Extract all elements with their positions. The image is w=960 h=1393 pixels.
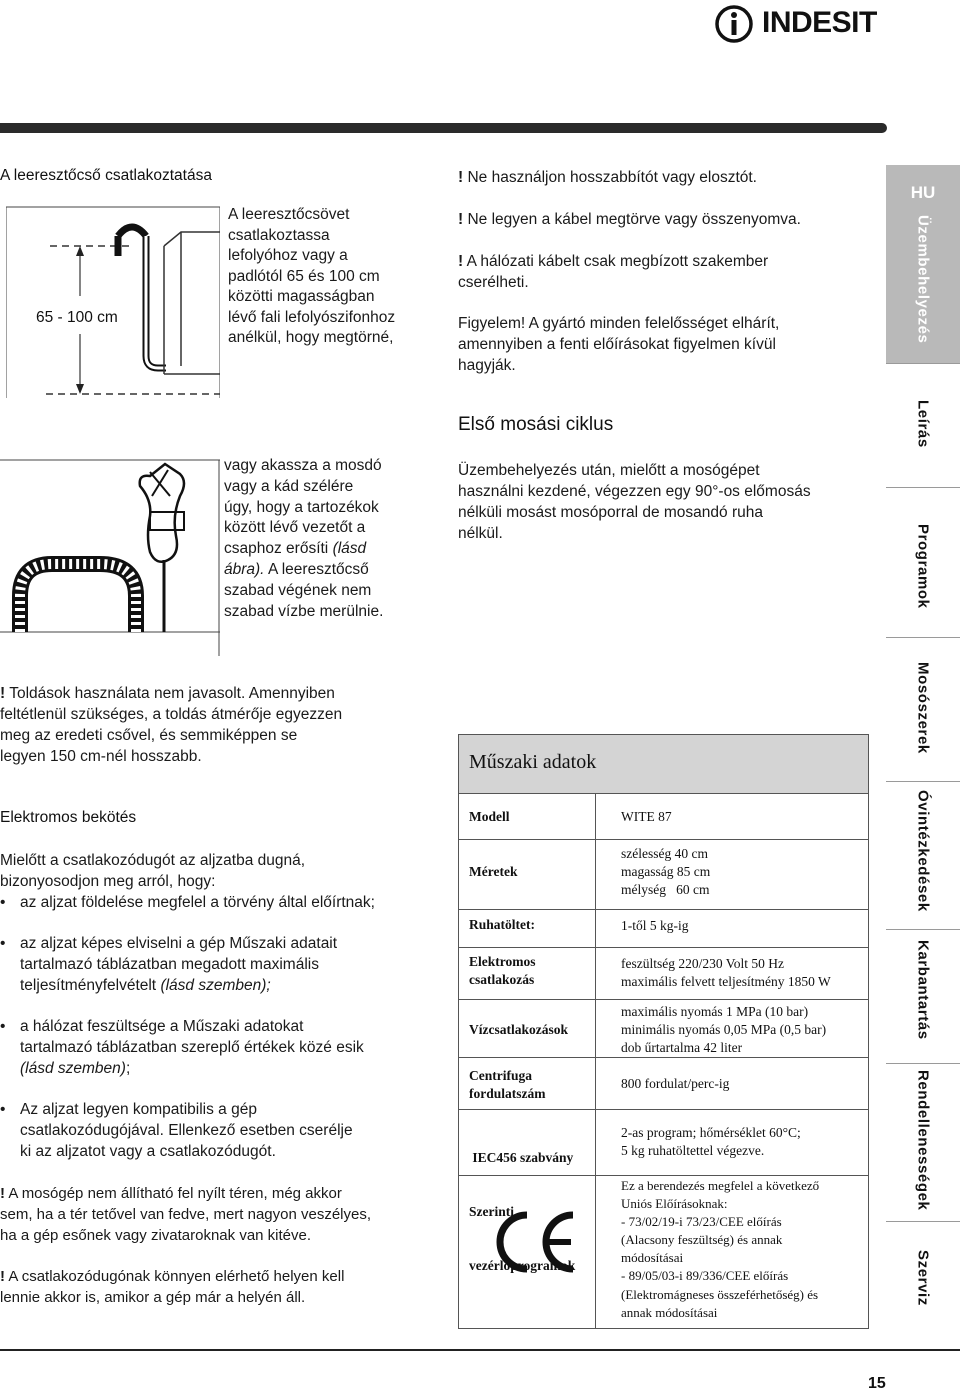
- row-label-load: Ruhatöltet:: [469, 917, 535, 932]
- value-line: magasság 85 cm: [621, 864, 711, 879]
- text-line: csatlakoztassa: [228, 226, 330, 244]
- brand-name: INDESIT: [762, 6, 877, 39]
- value-line: 2-as program; hőmérséklet 60°C;: [621, 1125, 801, 1140]
- warning-mark: !: [0, 685, 6, 702]
- text-line: tartalmazó táblázatban szereplő értékek közé esik: [20, 1039, 364, 1056]
- text-run: Ne használjon hosszabbítót vagy elosztót.: [467, 169, 757, 186]
- tab-label: Karbantartás: [914, 940, 932, 1040]
- text-line: lefolyóhoz vagy a: [228, 247, 348, 264]
- see-opposite-ref: (lásd szemben): [20, 1060, 126, 1077]
- value-line: annak módosításai: [621, 1304, 718, 1320]
- plug-access-warning: [0, 1266, 344, 1308]
- text-run: teljesítményfelvételt: [20, 977, 161, 994]
- text-line: Üzembehelyezés után, mielőtt a mosógépet: [458, 462, 760, 479]
- row-divider: [459, 909, 868, 910]
- value-line: dob űrtartalma 42 liter: [621, 1040, 743, 1055]
- tab-label: Üzembehelyezés: [914, 215, 932, 344]
- liability-note: [458, 313, 779, 376]
- brand-logo: [712, 4, 892, 44]
- tab-troubleshooting[interactable]: [886, 1063, 960, 1222]
- row-divider: [459, 839, 868, 840]
- bullet-dot-icon: •: [0, 894, 6, 911]
- tab-maintenance[interactable]: [886, 929, 960, 1064]
- extension-warning: [0, 683, 440, 767]
- value-line: maximális nyomás 1 MPa (10 bar): [621, 1004, 809, 1019]
- text-line: használni kezdené, végezzen egy 90°-os előmosás: [458, 483, 811, 500]
- row-label-model: Modell: [469, 809, 510, 824]
- value-line: feszültség 220/230 Volt 50 Hz: [621, 956, 784, 971]
- bullet-item: [0, 892, 375, 913]
- drain-text-2: [224, 456, 383, 622]
- electrical-intro: [0, 850, 305, 892]
- text-line: hagyják.: [458, 357, 516, 374]
- label-line: Szerinti: [469, 1204, 514, 1219]
- text-line: közötti magasságban: [228, 288, 375, 305]
- text-line: Mielőtt a csatlakozódugót az aljzatba dugná,: [0, 852, 306, 869]
- drain-sink-figure: [0, 456, 220, 656]
- value-line: Ez a berendezés megfelel a következő: [621, 1178, 820, 1193]
- row-value-electrical: [621, 955, 831, 991]
- value-line: - 89/05/03-i 89/336/CEE előírás: [621, 1268, 789, 1284]
- text-run: A leeresztőcső: [264, 560, 369, 578]
- first-wash-title: Első mosási ciklus: [458, 414, 614, 435]
- warning-cable-replace: [458, 251, 768, 293]
- footer-rule: [0, 1349, 960, 1351]
- text-line: cserélheti.: [458, 274, 529, 291]
- tab-label: Rendellenességek: [914, 1070, 932, 1211]
- text-run: A csatlakozódugónak könnyen elérhető helyen kell: [8, 1268, 345, 1285]
- value-line: maximális felvett teljesítmény 1850 W: [621, 974, 831, 989]
- outdoor-warning: [0, 1183, 371, 1246]
- label-line: csatlakozás: [469, 972, 535, 987]
- warning-mark: !: [0, 1268, 5, 1285]
- value-line: minimális nyomás 0,05 MPa (0,5 bar): [621, 1022, 827, 1037]
- first-wash-text: [458, 460, 811, 544]
- label-line: fordulatszám: [469, 1086, 546, 1101]
- table-header: [459, 735, 868, 794]
- row-divider: [459, 947, 868, 948]
- warning-cable: [458, 209, 801, 230]
- tab-description[interactable]: [886, 363, 960, 488]
- row-divider: [459, 1109, 868, 1110]
- tab-detergents[interactable]: [886, 637, 960, 782]
- row-value-dimensions: [621, 845, 710, 899]
- tab-programs[interactable]: [886, 487, 960, 638]
- see-opposite-ref: (lásd szemben);: [160, 977, 271, 994]
- text-run: A hálózati kábelt csak megbízott szakember: [466, 253, 769, 270]
- ce-mark-icon: [487, 1209, 579, 1275]
- value-line: (Alacsony feszültség) és annak: [621, 1232, 783, 1248]
- row-value-water: [621, 1003, 826, 1057]
- text-run: csaphoz erősíti: [224, 540, 333, 558]
- tab-label: Programok: [914, 524, 932, 609]
- text-line: lévő fali lefolyószifonhoz: [228, 308, 396, 326]
- text-line: ha a gép esőnek vagy zivataroknak van kitéve.: [0, 1227, 312, 1244]
- row-divider: [459, 1057, 868, 1058]
- text-line: tartalmazó táblázatban megadott maximális: [20, 956, 319, 973]
- value-line: - 73/02/19-i 73/23/CEE előírás: [621, 1214, 782, 1230]
- text-line: amennyiben a fenti előírásokat figyelmen kívül: [458, 336, 776, 353]
- text-line: A leeresztőcsövet: [228, 206, 350, 223]
- label-line: IEC456 szabvány: [469, 1150, 574, 1165]
- value-line: módosításai: [621, 1250, 684, 1266]
- row-divider: [459, 999, 868, 1000]
- text-line: vagy a kád szélére: [224, 477, 354, 495]
- text-line: meg az eredeti csővel, és semmiképpen se: [0, 727, 298, 744]
- row-value-load: 1-től 5 kg-ig: [621, 918, 689, 933]
- text-line: úgy, hogy a tartozékok: [224, 498, 379, 516]
- tab-installation[interactable]: [886, 165, 960, 363]
- text-line: szabad végének nem: [224, 581, 372, 599]
- row-label-dimensions: Méretek: [469, 864, 518, 879]
- label-line: vezérlőprogramok: [469, 1258, 576, 1273]
- text-line: vagy akassza a mosdó: [224, 457, 382, 474]
- page-number: 15: [868, 1375, 886, 1392]
- drain-section-title: A leeresztőcső csatlakoztatása: [0, 167, 212, 184]
- bullet-dot-icon: •: [0, 1101, 6, 1118]
- electrical-section-title: Elektromos bekötés: [0, 809, 137, 826]
- tab-precautions[interactable]: [886, 781, 960, 930]
- row-label-water: Vízcsatlakozások: [469, 1022, 568, 1037]
- text-line: a hálózat feszültsége a Műszaki adatokat: [20, 1018, 304, 1035]
- text-line: ki az aljzatot vagy a csatlakozódugót.: [20, 1143, 276, 1160]
- text-line: legyen 150 cm-nél hosszabb.: [0, 748, 202, 765]
- text-line: lennie akkor is, amikor a gép már a helyén áll.: [0, 1289, 306, 1306]
- text-line: anélkül, hogy megtörné,: [228, 329, 394, 346]
- warning-mark: !: [458, 211, 464, 228]
- text-line: az aljzat földelése megfelel a törvény által előírtnak;: [20, 894, 375, 911]
- text-line: padlótól 65 és 100 cm: [228, 267, 380, 285]
- warning-mark: !: [458, 253, 464, 270]
- text-line: bizonyosodjon meg arról, hogy:: [0, 873, 216, 890]
- ce-compliance-text: [621, 1177, 819, 1322]
- warning-mark: !: [458, 169, 464, 186]
- text-line: az aljzat képes elviselni a gép Műszaki adatait: [20, 935, 338, 952]
- column-divider: [595, 793, 596, 1328]
- text-line: Az aljzat legyen kompatibilis a gép: [20, 1101, 257, 1118]
- value-line: 5 kg ruhatöltettel végezve.: [621, 1143, 765, 1158]
- section-sidebar: [886, 165, 960, 1349]
- drain-height-label: 65 - 100 cm: [36, 309, 118, 326]
- text-line: között lévő vezetőt a: [224, 519, 366, 537]
- language-code: HU: [910, 183, 936, 202]
- text-run: A mosógép nem állítható fel nyílt téren, még akkor: [8, 1185, 342, 1202]
- text-line: Figyelem! A gyártó minden felelősséget elhárít,: [458, 315, 780, 332]
- see-figure-ref: (lásd: [332, 540, 367, 558]
- text-run: ;: [125, 1060, 131, 1077]
- text-run: Ne legyen a kábel megtörve vagy összenyomva.: [467, 211, 801, 228]
- bullet-dot-icon: •: [0, 1018, 6, 1035]
- tab-label: Óvintézkedések: [914, 790, 932, 912]
- row-value-model: WITE 87: [621, 809, 672, 824]
- text-line: szabad vízbe merülnie.: [224, 602, 384, 620]
- text-run: Toldások használata nem javasolt. Amennyiben: [9, 685, 335, 702]
- text-line: nélküli mosást mosóporral de mosandó ruha: [458, 504, 763, 521]
- tab-label: Mosószerek: [914, 662, 932, 754]
- bullet-item: [0, 933, 337, 996]
- label-line: Centrifuga: [469, 1068, 532, 1083]
- label-line: Elektromos: [469, 954, 536, 969]
- drain-height-figure: [6, 206, 220, 398]
- text-line: csatlakozódugójával. Ellenkező esetben cserélje: [20, 1122, 353, 1139]
- tab-service[interactable]: [886, 1221, 960, 1350]
- text-line: nélkül.: [458, 525, 503, 542]
- drain-text-1: [228, 205, 395, 349]
- row-label-spin: [469, 1067, 546, 1103]
- tab-label: Szerviz: [914, 1250, 932, 1306]
- row-value-programs: [621, 1124, 801, 1160]
- text-line: feltétlenül szükséges, a toldás átmérője egyezzen: [0, 706, 343, 723]
- warning-no-extension: [458, 167, 757, 188]
- value-line: szélesség 40 cm: [621, 846, 708, 861]
- row-value-spin: 800 fordulat/perc-ig: [621, 1076, 730, 1091]
- indesit-logo-icon: [712, 4, 758, 44]
- warning-mark: !: [0, 1185, 5, 1202]
- tab-label: Leírás: [914, 400, 932, 448]
- text-line: sem, ha a tér tetővel van fedve, mert nagyon veszélyes,: [0, 1206, 372, 1223]
- row-label-electrical: [469, 953, 536, 989]
- technical-data-table: [458, 734, 869, 1329]
- value-line: (Elektromágneses összeférhetőség) és: [621, 1286, 819, 1302]
- header-rule: [0, 123, 887, 133]
- bullet-dot-icon: •: [0, 935, 6, 952]
- bullet-item: [0, 1016, 364, 1079]
- value-line: mélység 60 cm: [621, 882, 710, 897]
- bullet-item: [0, 1099, 353, 1162]
- see-figure-ref: ábra).: [224, 560, 265, 578]
- value-line: Uniós Előírásoknak:: [621, 1196, 728, 1212]
- table-title: Műszaki adatok: [469, 751, 597, 773]
